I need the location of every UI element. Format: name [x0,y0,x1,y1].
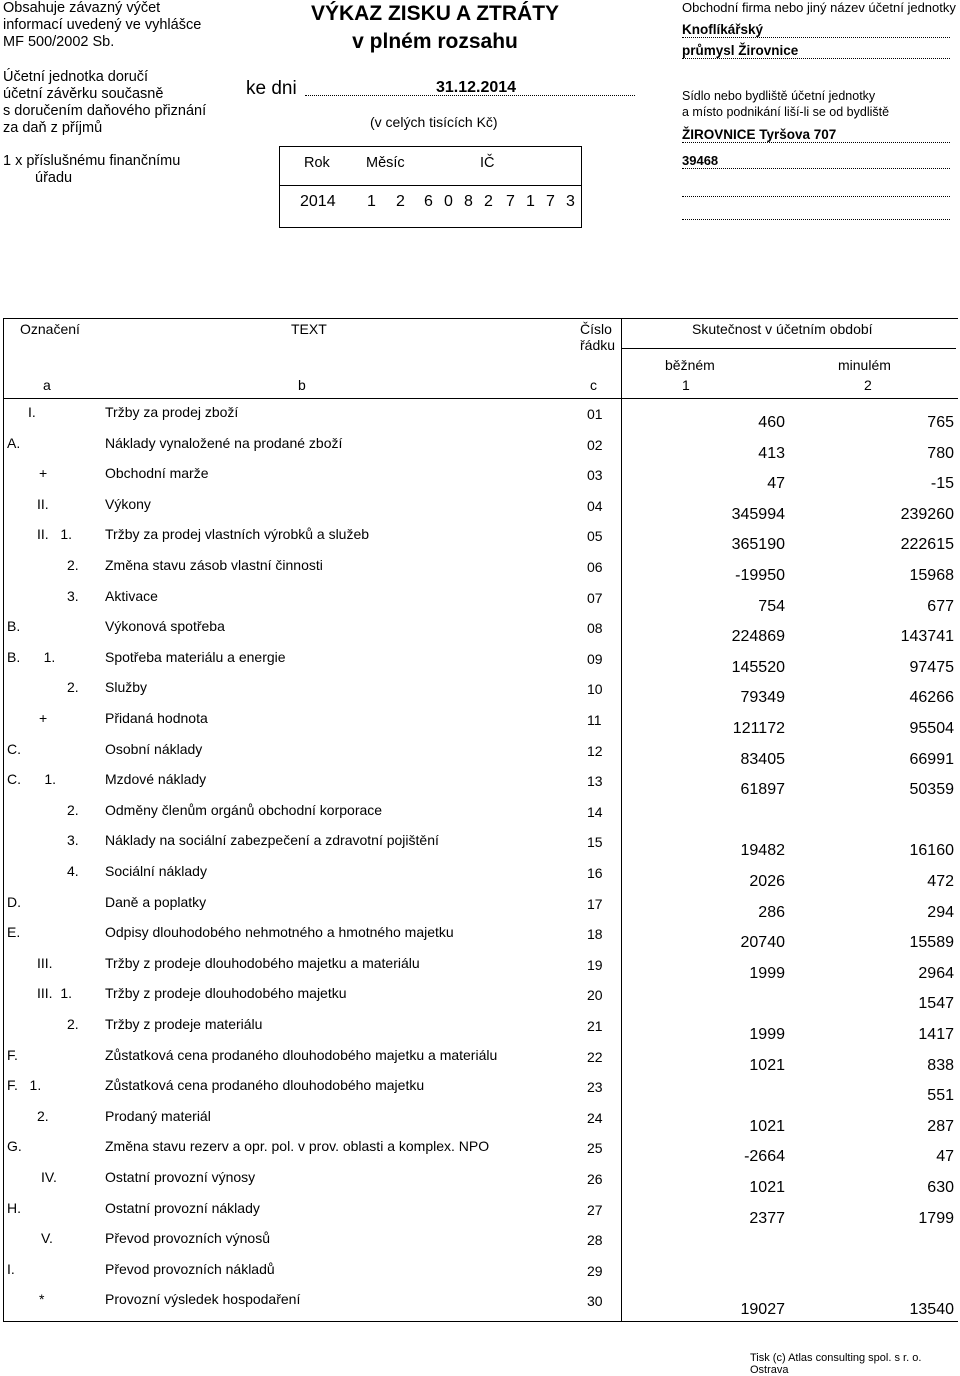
row-number: 24 [587,1109,603,1126]
row-text: Osobní náklady [105,740,203,757]
header-skutecnost: Skutečnost v účetním období [692,321,873,337]
previous-period-value: 16160 [909,842,954,860]
current-period-value: 1999 [749,964,785,982]
row-text: Převod provozních výnosů [105,1230,270,1247]
row-number: 07 [587,589,603,606]
profit-loss-table [3,318,958,1322]
current-period-value: 83405 [740,750,785,768]
row-label: * [39,1291,45,1308]
col-a: a [43,377,51,393]
previous-period-value: 677 [927,597,954,615]
date-value: 31.12.2014 [436,79,517,96]
row-text: Prodaný materiál [105,1107,211,1124]
row-label: I. [7,1260,15,1277]
current-period-value: 286 [758,903,785,921]
row-label: II. 1. [37,526,73,543]
table-row [4,465,958,495]
previous-period-value: -15 [930,475,954,493]
row-label: F. [7,1046,18,1063]
identification-box [279,146,582,228]
current-period-value: -19950 [735,567,785,584]
previous-period-value: 472 [927,873,954,890]
current-period-value: 1021 [749,1179,785,1196]
ic-digit: 2 [484,193,493,210]
table-row [4,1047,958,1077]
row-text: Ostatní provozní náklady [105,1199,260,1216]
year-value: 2014 [300,193,336,210]
current-period-value: 365190 [731,536,785,554]
previous-period-value: 630 [927,1179,954,1196]
current-period-value: 1999 [749,1026,785,1043]
row-number: 05 [587,528,603,545]
month-digit: 1 [367,193,376,210]
delivery-line: Účetní jednotka doručí [3,69,149,85]
row-label: 4. [67,863,79,879]
row-number: 30 [587,1293,603,1310]
col-2: 2 [864,377,872,393]
table-row [4,955,958,985]
year-label: Rok [304,155,330,171]
date-label: ke dni [246,78,297,99]
col-c: c [590,377,597,393]
delivery-note [3,69,206,137]
row-number: 23 [587,1079,603,1096]
row-text: Mzdové náklady [105,771,207,788]
col-b: b [298,377,306,393]
row-number: 03 [587,467,603,484]
empty-dotted-line [682,207,950,220]
previous-period-value: 66991 [909,750,954,768]
office-line: 1 x příslušnému finančnímu [3,153,181,169]
row-label: D. [7,893,21,910]
row-text: Tržby za prodej zboží [105,404,239,420]
table-row [4,771,958,801]
row-text: Náklady na sociální zabezpečení a zdravotní pojištění [105,832,439,849]
row-number: 17 [587,895,603,912]
row-text: Spotřeba materiálu a energie [105,648,286,665]
row-label: B. 1. [7,648,56,665]
row-number: 25 [587,1140,603,1157]
row-text: Tržby z prodeje dlouhodobého majetku a materiálu [105,954,420,971]
previous-period-value: 239260 [900,505,954,523]
current-period-value: 224869 [731,628,785,646]
company-name-label: Obchodní firma nebo jiný název účetní jednotky [682,0,956,15]
row-text: Obchodní marže [105,465,209,482]
company-name-line1: Knoflíkářský [682,22,950,38]
table-row [4,985,958,1015]
report-subtitle: v plném rozsahu [352,30,518,53]
header-radku: řádku [580,337,616,353]
table-row [4,404,958,434]
delivery-line: účetní závěrku současně [3,86,164,102]
table-row [4,557,958,587]
row-number: 06 [587,559,603,575]
previous-period-value: 13540 [909,1301,954,1319]
current-period-value: 61897 [740,781,785,799]
row-text: Aktivace [105,587,158,604]
row-number: 18 [587,926,603,943]
row-number: 11 [587,712,602,728]
previous-period-value: 46266 [909,689,954,707]
table-row [4,435,958,465]
month-digit: 2 [396,193,405,210]
row-text: Sociální náklady [105,863,207,879]
table-row [4,1077,958,1107]
table-row [4,894,958,924]
company-name-line2: průmysl Žirovnice [682,43,950,59]
legal-line: Obsahuje závazný výčet [3,0,161,16]
table-row [4,588,958,618]
current-period-value: 20740 [740,934,785,952]
row-text: Daně a poplatky [105,893,207,910]
row-label: 2. [37,1107,49,1124]
table-row [4,649,958,679]
row-label: 2. [67,679,79,696]
header-divider [4,398,958,399]
row-label: G. [7,1138,22,1155]
report-title: VÝKAZ ZISKU A ZTRÁTY [310,2,560,25]
row-number: 10 [587,681,603,698]
header-minule: minulém [838,357,891,373]
row-label: 3. [67,832,79,849]
row-number: 28 [587,1232,603,1249]
row-text: Tržby z prodeje dlouhodobého majetku [105,985,347,1002]
previous-period-value: 95504 [909,720,954,737]
ic-digit: 7 [546,193,555,210]
header-oznaceni: Označení [20,321,80,337]
row-label: III. [37,954,53,971]
ic-label: IČ [480,155,495,171]
header-text: TEXT [291,321,327,337]
row-text: Náklady vynaložené na prodané zboží [105,434,343,451]
row-number: 01 [587,406,603,422]
current-period-value: 145520 [731,658,785,676]
row-label: + [39,465,48,482]
table-row [4,1138,958,1168]
row-label: E. [7,924,21,941]
row-text: Odměny členům orgánů obchodní korporace [105,801,383,818]
table-row [4,741,958,771]
previous-period-value: 97475 [909,658,954,676]
row-text: Tržby z prodeje materiálu [105,1016,263,1032]
legal-line: informací uvedený ve vyhlášce [3,17,202,33]
row-number: 16 [587,865,603,881]
id-divider [280,185,581,186]
previous-period-value: 765 [927,414,954,431]
current-period-value: 121172 [732,720,785,737]
previous-period-value: 780 [927,444,954,462]
table-row [4,924,958,954]
row-label: 3. [67,587,79,604]
ic-digit: 7 [506,193,515,210]
current-period-value: 47 [767,475,785,493]
table-row [4,710,958,740]
row-text: Ostatní provozní výnosy [105,1169,256,1185]
address-label-1: Sídlo nebo bydliště účetní jednotky [682,89,876,103]
row-text: Odpisy dlouhodobého nehmotného a hmotného majetku [105,924,454,941]
previous-period-value: 1547 [918,995,954,1013]
row-number: 26 [587,1171,603,1187]
current-period-value: 2377 [749,1209,785,1227]
row-text: Přidaná hodnota [105,710,208,726]
row-text: Změna stavu zásob vlastní činnosti [105,557,323,573]
row-label: 2. [67,801,79,818]
previous-period-value: 294 [927,903,954,921]
current-period-value: 1021 [749,1056,785,1074]
row-number: 12 [587,742,603,759]
previous-period-value: 143741 [900,628,954,646]
row-number: 19 [587,956,603,973]
row-label: II. [37,495,49,512]
ic-digit: 6 [424,193,433,210]
row-number: 09 [587,650,603,667]
row-text: Provozní výsledek hospodaření [105,1291,301,1308]
row-number: 27 [587,1201,603,1218]
legal-line: MF 500/2002 Sb. [3,34,115,50]
office-line: úřadu [35,170,73,186]
row-number: 14 [587,803,603,820]
table-row [4,832,958,862]
table-row [4,1169,958,1199]
table-row [4,802,958,832]
previous-period-value: 287 [927,1117,954,1135]
header-bezne: běžném [665,357,715,373]
ic-digit: 1 [526,193,535,210]
table-row [4,618,958,648]
row-label: 2. [67,1016,79,1032]
previous-period-value: 47 [936,1148,954,1166]
footer-credit: Tisk (c) Atlas consulting spol. s r. o. Ostrava [750,1352,922,1376]
table-row [4,1200,958,1230]
row-text: Tržby za prodej vlastních výrobků a služeb [105,526,370,543]
empty-dotted-line [682,184,950,197]
row-number: 21 [587,1018,603,1034]
current-period-value: 2026 [749,873,785,890]
table-row [4,1261,958,1291]
month-label: Měsíc [366,155,405,171]
row-number: 13 [587,773,603,790]
row-text: Služby [105,679,148,696]
previous-period-value: 551 [927,1087,954,1105]
current-period-value: 754 [758,597,785,615]
row-number: 29 [587,1262,603,1279]
company-address: ŽIROVNICE Tyršova 707 [682,127,950,143]
row-text: Zůstatková cena prodaného dlouhodobého majetku [105,1077,425,1094]
ic-digit: 8 [464,193,473,210]
previous-period-value: 15589 [909,934,954,952]
table-row [4,1108,958,1138]
row-text: Změna stavu rezerv a opr. pol. v prov. oblasti a komplex. NPO [105,1138,490,1155]
previous-period-value: 15968 [909,567,954,584]
previous-period-value: 1799 [918,1209,954,1227]
row-label: C. [7,740,21,757]
current-period-value: 79349 [740,689,785,707]
row-label: V. [41,1230,53,1247]
current-period-value: 460 [758,414,785,431]
row-number: 08 [587,620,603,637]
row-text: Převod provozních nákladů [105,1260,275,1277]
row-label: + [39,710,48,726]
row-text: Výkony [105,495,151,512]
ic-digit: 3 [566,193,575,210]
row-label: B. [7,618,21,635]
previous-period-value: 2964 [918,964,954,982]
row-number: 04 [587,497,603,514]
row-text: Výkonová spotřeba [105,618,225,635]
previous-period-value: 222615 [900,536,954,554]
row-label: A. [7,434,21,451]
legal-note [3,0,201,51]
row-text: Zůstatková cena prodaného dlouhodobého majetku a materiálu [105,1046,498,1063]
office-note [3,153,180,187]
table-row [4,1291,958,1321]
current-period-value: 413 [758,444,785,462]
header-cislo: Číslo [580,321,612,337]
row-number: 15 [587,834,603,851]
row-label: H. [7,1199,21,1216]
previous-period-value: 838 [927,1056,954,1074]
current-period-value: -2664 [744,1148,785,1166]
col-1: 1 [682,377,690,393]
units-note: (v celých tisících Kč) [370,114,498,130]
previous-period-value: 1417 [918,1026,954,1043]
table-row [4,1016,958,1046]
current-period-value: 19027 [740,1301,785,1319]
current-period-value: 19482 [740,842,785,860]
row-number: 22 [587,1048,603,1065]
row-number: 02 [587,436,603,453]
row-label: F. 1. [7,1077,42,1094]
row-label: IV. [41,1169,57,1185]
delivery-line: za daň z příjmů [3,120,103,136]
row-label: III. 1. [37,985,73,1002]
table-row [4,496,958,526]
table-row [4,1230,958,1260]
row-label: 2. [67,557,79,573]
previous-period-value: 50359 [909,781,954,799]
current-period-value: 345994 [731,505,785,523]
row-number: 20 [587,987,603,1004]
company-zip: 39468 [682,153,950,169]
table-row [4,526,958,556]
row-label: I. [28,404,36,420]
table-row [4,679,958,709]
table-row [4,863,958,893]
current-period-value: 1021 [749,1117,785,1135]
address-label-2: a místo podnikání liší-li se od bydliště [682,105,890,119]
period-divider [621,348,956,349]
ic-digit: 0 [444,193,453,210]
delivery-line: s doručením daňového přiznání [3,103,207,119]
row-label: C. 1. [7,771,57,788]
